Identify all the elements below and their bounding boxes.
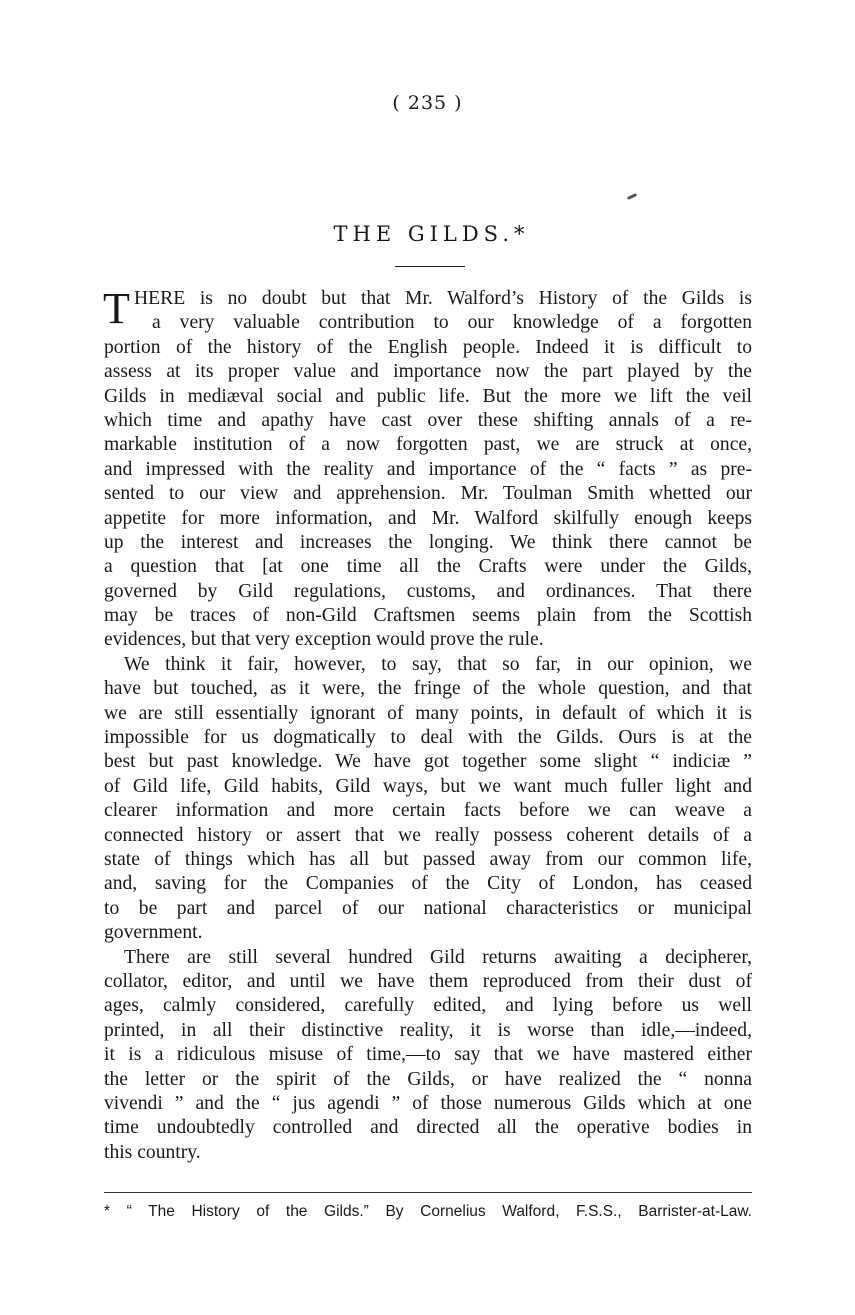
body-line: time undoubtedly controlled and directed all the operative bodies in (104, 1117, 752, 1139)
body-line: appetite for more information, and Mr. Walford skilfully enough keeps (104, 507, 752, 529)
body-line: government. (104, 922, 203, 944)
drop-cap: T (103, 284, 130, 333)
footnote-rule (104, 1192, 752, 1193)
body-line: of Gild life, Gild habits, Gild ways, but we want much fuller light and (104, 775, 752, 797)
title-rule (395, 266, 465, 267)
body-line-text: HERE is no doubt but that Mr. Walford’s History of the Gilds is (134, 288, 752, 309)
ink-speck (627, 193, 637, 200)
body-line: the letter or the spirit of the Gilds, or have realized the “ nonna (104, 1068, 752, 1090)
body-line: it is a ridiculous misuse of time,—to say that we have mastered either (104, 1044, 752, 1066)
body-line: printed, in all their distinctive reality, it is worse than idle,—indeed, (104, 1019, 752, 1041)
body-line: which time and apathy have cast over these shifting annals of a re- (104, 409, 752, 431)
body-line: may be traces of non-Gild Craftsmen seems plain from the Scottish (104, 605, 752, 627)
body-line: clearer information and more certain facts before we can weave a (104, 800, 752, 822)
body-line: this country. (104, 1141, 201, 1163)
body-line: vivendi ” and the “ jus agendi ” of those numerous Gilds which at one (104, 1092, 752, 1114)
body-line: we are still essentially ignorant of many points, in default of which it is (104, 702, 752, 724)
body-line: collator, editor, and until we have them reproduced from their dust of (104, 970, 752, 992)
body-line: governed by Gild regulations, customs, and ordinances. That there (104, 580, 752, 602)
body-line: Gilds in mediæval social and public life. But the more we lift the veil (104, 385, 752, 407)
body-line: and impressed with the reality and importance of the “ facts ” as pre- (104, 458, 752, 480)
body-line: There are still several hundred Gild returns awaiting a decipherer, (124, 946, 752, 968)
body-line: We think it fair, however, to say, that so far, in our opinion, we (124, 653, 752, 675)
article-title: THE GILDS.* (333, 222, 530, 246)
page-number: ( 235 ) (392, 92, 463, 114)
body-line: impossible for us dogmatically to deal with the Gilds. Ours is at the (104, 727, 752, 749)
body-line: state of things which has all but passed away from our common life, (104, 848, 752, 870)
paragraph-3 (104, 946, 752, 1166)
body-line: markable institution of a now forgotten past, we are struck at once, (104, 434, 752, 456)
body-line: connected history or assert that we really possess coherent details of a (104, 824, 752, 846)
body-line: and, saving for the Companies of the City of London, has ceased (104, 873, 752, 895)
article-body (103, 284, 752, 1165)
body-line: have but touched, as it were, the fringe of the whole question, and that (104, 678, 752, 700)
paragraph-1 (103, 284, 752, 653)
body-line: ages, calmly considered, carefully edited, and lying before us well (104, 995, 752, 1017)
footnote: * “ The History of the Gilds.” By Cornelius Walford, F.S.S., Barrister-at-Law. (104, 1203, 752, 1220)
body-line: a very valuable contribution to our knowledge of a forgotten (152, 312, 752, 334)
body-line: up the interest and increases the longing. We think there cannot be (104, 531, 752, 553)
body-line: a question that [at one time all the Crafts were under the Gilds, (104, 556, 752, 578)
body-line: evidences, but that very exception would prove the rule. (104, 629, 544, 651)
body-line: portion of the history of the English people. Indeed it is difficult to (104, 336, 752, 358)
body-line: sented to our view and apprehension. Mr. Toulman Smith whetted our (104, 483, 752, 505)
body-line: assess at its proper value and importance now the part played by the (104, 361, 752, 383)
paragraph-2 (104, 653, 752, 946)
body-line: to be part and parcel of our national characteristics or municipal (104, 897, 752, 919)
body-line: best but past knowledge. We have got together some slight “ indiciæ ” (104, 751, 752, 773)
